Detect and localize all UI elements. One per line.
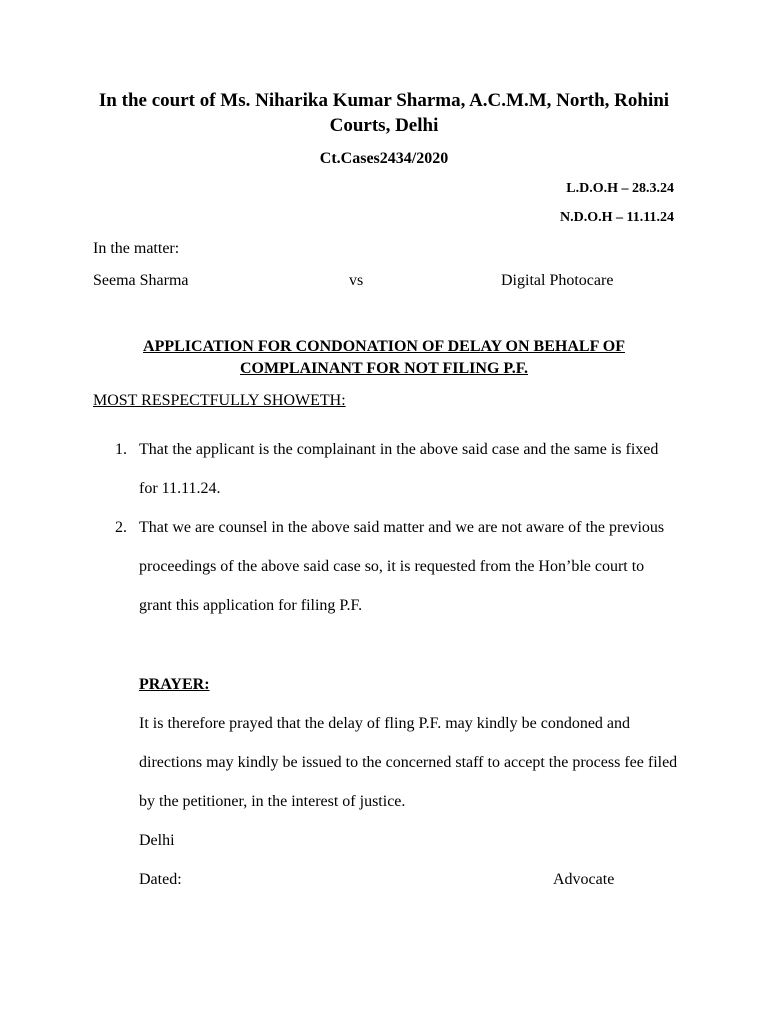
last-date-of-hearing: L.D.O.H – 28.3.24 <box>566 181 674 196</box>
paragraph-text: That we are counsel in the above said matter and we are not aware of the previous proceedings of the above said case so, it is requested from the Hon’ble court to grant this application for filing P.F. <box>139 519 665 614</box>
paragraph-2 <box>115 508 679 625</box>
complainant-name: Seema Sharma <box>93 272 189 289</box>
paragraph-text: That the applicant is the complainant in the above said case and the same is fixed for 11.11.24. <box>139 441 659 497</box>
matter-label: In the matter: <box>93 240 180 257</box>
parties-line <box>93 271 693 291</box>
dated-label: Dated: <box>139 871 182 888</box>
case-number: Ct.Cases2434/2020 <box>319 150 449 167</box>
prayer-text: It is therefore prayed that the delay of fling P.F. may kindly be condoned and directions may kindly be issued to the concerned staff to accept the process fee filed by the petitioner, in the interest of justice. <box>139 715 678 810</box>
signatory-label: Advocate <box>553 871 615 888</box>
paragraph-number: 2. <box>115 519 127 536</box>
respondent-name: Digital Photocare <box>501 272 614 289</box>
paragraph-number: 1. <box>115 441 127 458</box>
place-label: Delhi <box>139 832 175 849</box>
versus-label: vs <box>349 272 364 289</box>
court-heading: In the court of Ms. Niharika Kumar Sharma, A.C.M.M, North, Rohini Courts, Delhi <box>98 90 670 136</box>
prayer-heading: PRAYER: <box>139 676 210 693</box>
paragraph-1 <box>115 430 679 508</box>
showeth-heading: MOST RESPECTFULLY SHOWETH: <box>93 392 346 409</box>
application-title: APPLICATION FOR CONDONATION OF DELAY ON BEHALF OF COMPLAINANT FOR NOT FILING P.F. <box>143 338 625 377</box>
next-date-of-hearing: N.D.O.H – 11.11.24 <box>560 210 674 225</box>
